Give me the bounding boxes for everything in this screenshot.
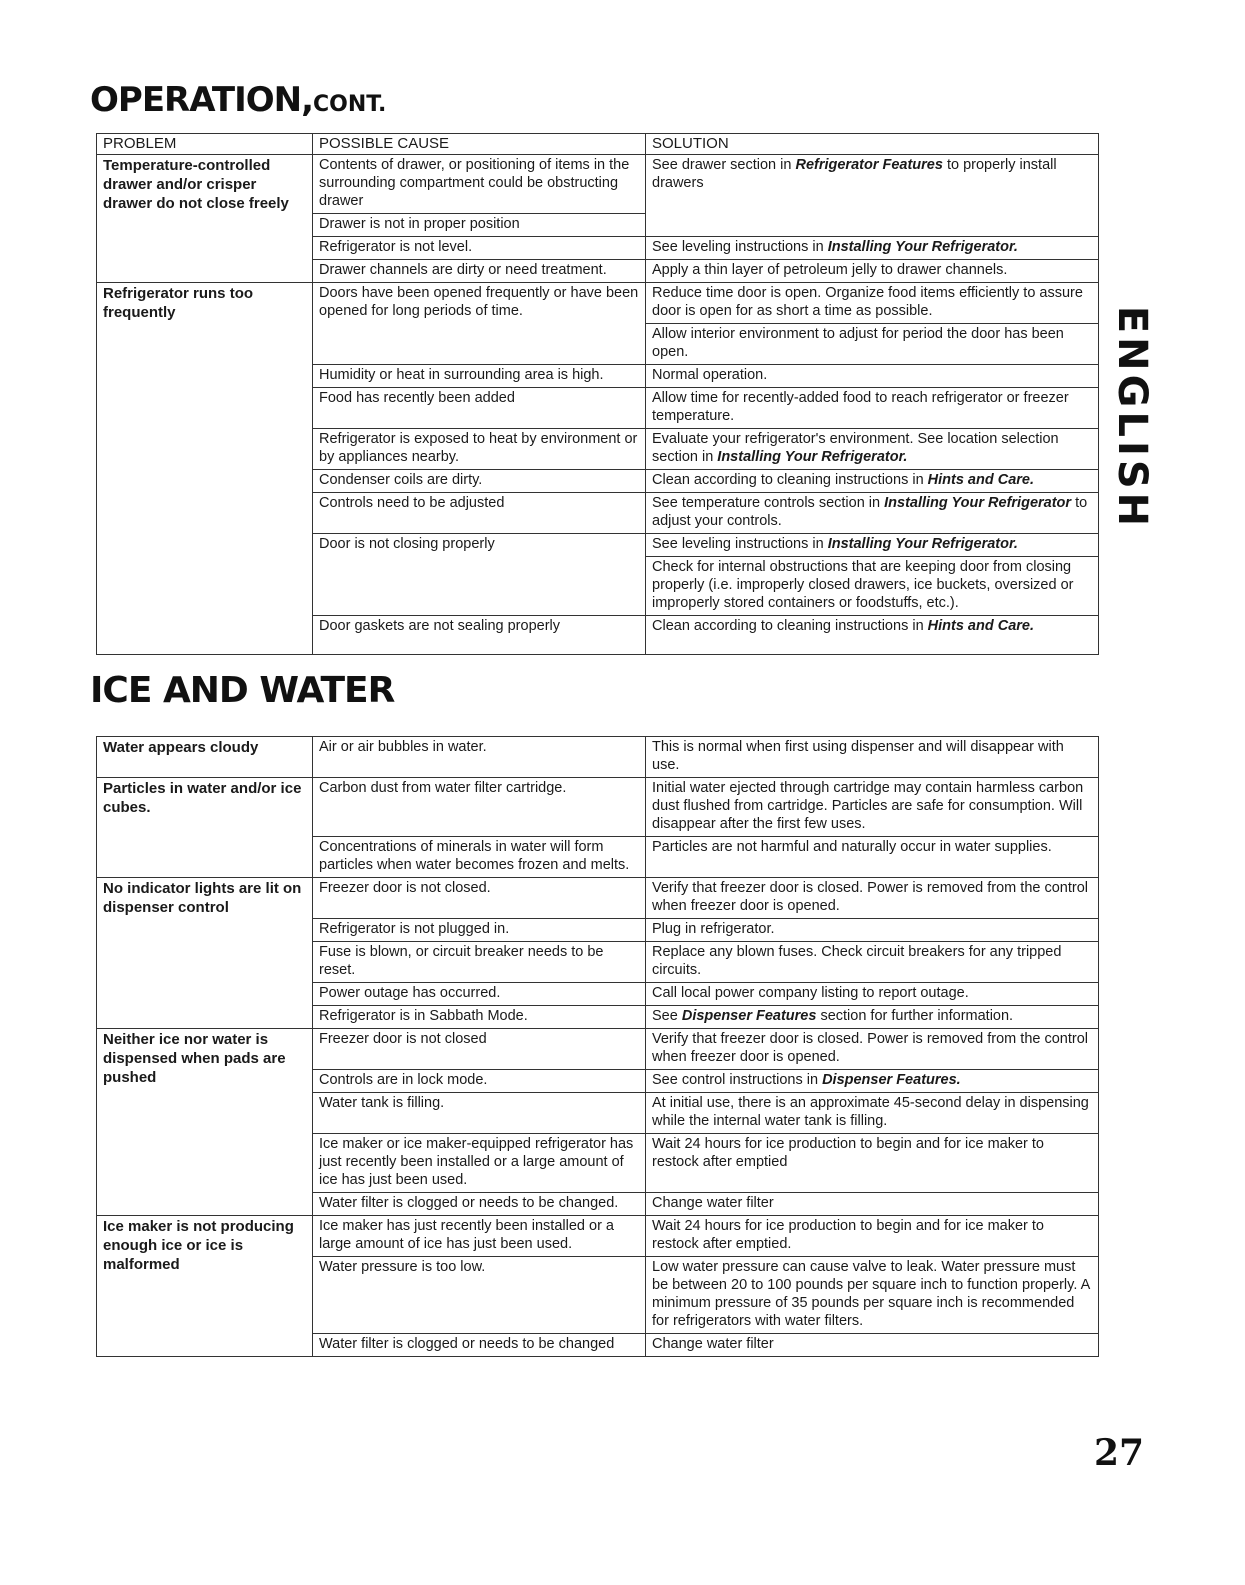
cause-cell: Refrigerator is in Sabbath Mode. [313, 1006, 646, 1029]
language-side-tab: ENGLISH [1109, 305, 1155, 531]
cause-cell: Drawer is not in proper position [313, 214, 646, 237]
cause-cell: Water pressure is too low. [313, 1257, 646, 1334]
cause-cell: Water filter is clogged or needs to be changed. [313, 1193, 646, 1216]
solution-cell: See leveling instructions in Installing Your Refrigerator. [646, 534, 1099, 557]
cause-cell: Freezer door is not closed. [313, 878, 646, 919]
solution-cell: Allow interior environment to adjust for period the door has been open. [646, 324, 1099, 365]
cause-cell: Concentrations of minerals in water will form particles when water becomes frozen and melts. [313, 837, 646, 878]
solution-cell: Low water pressure can cause valve to leak. Water pressure must be between 20 to 100 pounds per square inch to function properly. A minimum pressure of 35 pounds per square inch is recommended for refrigerators with water filters. [646, 1257, 1099, 1334]
solution-cell: Plug in refrigerator. [646, 919, 1099, 942]
cause-cell: Condenser coils are dirty. [313, 470, 646, 493]
cause-cell: Drawer channels are dirty or need treatment. [313, 260, 646, 283]
column-header-cause: POSSIBLE CAUSE [313, 134, 646, 155]
problem-cell: Water appears cloudy [97, 737, 313, 778]
solution-cell: This is normal when first using dispenser and will disappear with use. [646, 737, 1099, 778]
cause-cell: Door gaskets are not sealing properly [313, 616, 646, 655]
solution-cell: Change water filter [646, 1193, 1099, 1216]
table-header-row [97, 134, 1099, 155]
cause-cell: Refrigerator is not level. [313, 237, 646, 260]
cause-cell: Ice maker or ice maker-equipped refrigerator has just recently been installed or a large amount of ice has just been used. [313, 1134, 646, 1193]
solution-cell: Check for internal obstructions that are keeping door from closing properly (i.e. improperly closed drawers, ice buckets, oversized or improperly stored containers or foodstuffs, etc.). [646, 557, 1099, 616]
problem-cell: Temperature-controlled drawer and/or crisper drawer do not close freely [97, 155, 313, 283]
solution-cell: Replace any blown fuses. Check circuit breakers for any tripped circuits. [646, 942, 1099, 983]
solution-cell: Reduce time door is open. Organize food items efficiently to assure door is open for as short a time as possible. [646, 283, 1099, 324]
problem-cell: Refrigerator runs too frequently [97, 283, 313, 655]
table-row [97, 778, 1099, 837]
column-header-solution: SOLUTION [646, 134, 1099, 155]
cause-cell: Power outage has occurred. [313, 983, 646, 1006]
operation-troubleshooting-table [96, 133, 1099, 655]
solution-cell: Particles are not harmful and naturally occur in water supplies. [646, 837, 1099, 878]
solution-cell: Call local power company listing to report outage. [646, 983, 1099, 1006]
table-row [97, 878, 1099, 919]
cause-cell: Ice maker has just recently been installed or a large amount of ice has just been used. [313, 1216, 646, 1257]
solution-cell: Wait 24 hours for ice production to begin and for ice maker to restock after emptied. [646, 1216, 1099, 1257]
solution-cell: Allow time for recently-added food to reach refrigerator or freezer temperature. [646, 388, 1099, 429]
column-header-problem: PROBLEM [97, 134, 313, 155]
solution-cell: Normal operation. [646, 365, 1099, 388]
solution-cell: Clean according to cleaning instructions in Hints and Care. [646, 616, 1099, 655]
solution-cell: See control instructions in Dispenser Features. [646, 1070, 1099, 1093]
problem-cell: Particles in water and/or ice cubes. [97, 778, 313, 878]
page-number: 27 [1094, 1432, 1145, 1474]
cause-cell: Controls need to be adjusted [313, 493, 646, 534]
solution-cell: See Dispenser Features section for further information. [646, 1006, 1099, 1029]
solution-cell: Change water filter [646, 1334, 1099, 1357]
cause-cell: Refrigerator is exposed to heat by environment or by appliances nearby. [313, 429, 646, 470]
cause-cell: Contents of drawer, or positioning of items in the surrounding compartment could be obstructing drawer [313, 155, 646, 214]
cause-cell: Carbon dust from water filter cartridge. [313, 778, 646, 837]
problem-cell: No indicator lights are lit on dispenser control [97, 878, 313, 1029]
section-heading-ice-and-water: ICE AND WATER [90, 670, 395, 711]
table-row [97, 283, 1099, 324]
solution-cell: Initial water ejected through cartridge may contain harmless carbon dust flushed from cartridge. Particles are safe for consumption. Will disappear after the first few uses. [646, 778, 1099, 837]
table-row [97, 155, 1099, 214]
problem-cell: Ice maker is not producing enough ice or ice is malformed [97, 1216, 313, 1357]
cause-cell: Water filter is clogged or needs to be changed [313, 1334, 646, 1357]
cause-cell: Controls are in lock mode. [313, 1070, 646, 1093]
cause-cell: Refrigerator is not plugged in. [313, 919, 646, 942]
table-row [97, 737, 1099, 778]
solution-cell: See leveling instructions in Installing Your Refrigerator. [646, 237, 1099, 260]
cause-cell: Door is not closing properly [313, 534, 646, 616]
solution-cell: Verify that freezer door is closed. Power is removed from the control when freezer door is opened. [646, 878, 1099, 919]
solution-cell: Verify that freezer door is closed. Power is removed from the control when freezer door is opened. [646, 1029, 1099, 1070]
solution-cell: Evaluate your refrigerator's environment. See location selection section in Installing Your Refrigerator. [646, 429, 1099, 470]
cause-cell: Doors have been opened frequently or have been opened for long periods of time. [313, 283, 646, 365]
table-row [97, 1216, 1099, 1257]
cause-cell: Air or air bubbles in water. [313, 737, 646, 778]
cause-cell: Fuse is blown, or circuit breaker needs to be reset. [313, 942, 646, 983]
cause-cell: Freezer door is not closed [313, 1029, 646, 1070]
solution-cell: See drawer section in Refrigerator Features to properly install drawers [646, 155, 1099, 237]
cause-cell: Water tank is filling. [313, 1093, 646, 1134]
heading-cont: CONT. [313, 92, 387, 117]
solution-cell: Clean according to cleaning instructions in Hints and Care. [646, 470, 1099, 493]
solution-cell: Wait 24 hours for ice production to begin and for ice maker to restock after emptied [646, 1134, 1099, 1193]
solution-cell: At initial use, there is an approximate 45-second delay in dispensing while the internal water tank is filling. [646, 1093, 1099, 1134]
cause-cell: Food has recently been added [313, 388, 646, 429]
cause-cell: Humidity or heat in surrounding area is high. [313, 365, 646, 388]
table-row [97, 1029, 1099, 1070]
problem-cell: Neither ice nor water is dispensed when pads are pushed [97, 1029, 313, 1216]
solution-cell: Apply a thin layer of petroleum jelly to drawer channels. [646, 260, 1099, 283]
ice-water-troubleshooting-table [96, 736, 1099, 1357]
solution-cell: See temperature controls section in Installing Your Refrigerator to adjust your controls. [646, 493, 1099, 534]
section-heading-operation: OPERATION,CONT. [90, 80, 387, 120]
